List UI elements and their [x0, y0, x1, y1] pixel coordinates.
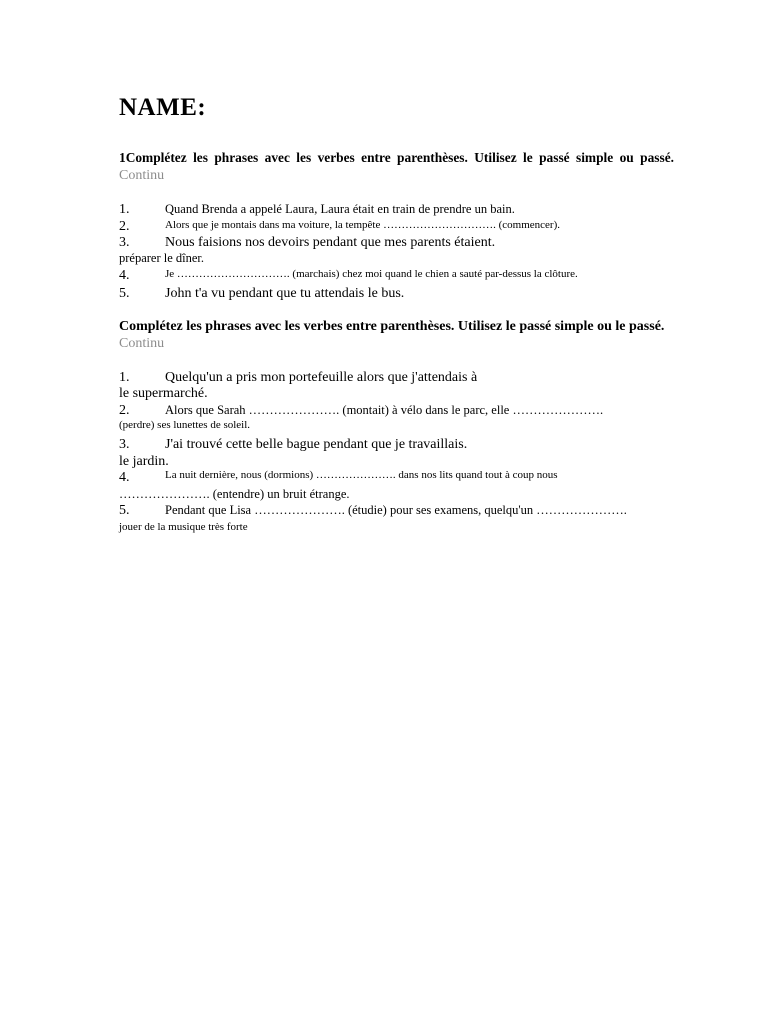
- s2-item1-continuation: le supermarché.: [119, 386, 208, 401]
- s1-item2-text: Alors que je montais dans ma voiture, la tempête …………………………. (commencer).: [165, 219, 560, 231]
- section1-continu-label: Continu: [119, 168, 165, 183]
- section2-continu-label: Continu: [119, 336, 165, 351]
- s1-item1-text: Quand Brenda a appelé Laura, Laura était en train de prendre un bain.: [165, 202, 515, 216]
- s2-item5-continuation: jouer de la musique très forte: [119, 521, 248, 533]
- s2-item4-number: 4.: [119, 470, 130, 485]
- s2-item5-number: 5.: [119, 503, 130, 518]
- section1-instruction: 1Complétez les phrases avec les verbes entre parenthèses. Utilisez le passé simple ou passé.: [119, 150, 674, 165]
- s2-item4-continuation: …………………. (entendre) un bruit étrange.: [119, 487, 350, 501]
- s1-item3-continuation: préparer le dîner.: [119, 251, 205, 265]
- s2-item3-number: 3.: [119, 437, 130, 452]
- s2-item4-text: La nuit dernière, nous (dormions) …………………. dans nos lits quand tout à coup nous: [165, 469, 558, 481]
- s1-item5-text: John t'a vu pendant que tu attendais le bus.: [165, 286, 405, 301]
- section2-instruction: Complétez les phrases avec les verbes entre parenthèses. Utilisez le passé simple ou le passé.: [119, 319, 665, 334]
- s2-item1-number: 1.: [119, 370, 130, 385]
- s2-item2-text: Alors que Sarah …………………. (montait) à vélo dans le parc, elle ………………….: [165, 403, 604, 417]
- s1-item3-number: 3.: [119, 235, 130, 250]
- s1-item2-number: 2.: [119, 219, 130, 234]
- s2-item3-text: J'ai trouvé cette belle bague pendant que je travaillais.: [165, 437, 468, 452]
- s1-item4-text: Je …………………………. (marchais) chez moi quand le chien a sauté par-dessus la clôture.: [165, 268, 578, 280]
- s1-item4-number: 4.: [119, 268, 130, 283]
- s1-item1-number: 1.: [119, 202, 130, 217]
- s1-item5-number: 5.: [119, 286, 130, 301]
- s2-item5-text: Pendant que Lisa …………………. (étudie) pour ses examens, quelqu'un ………………….: [165, 503, 627, 517]
- s2-item3-continuation: le jardin.: [119, 454, 169, 469]
- s1-item3-text: Nous faisions nos devoirs pendant que mes parents étaient.: [165, 235, 496, 250]
- s2-item2-continuation: (perdre) ses lunettes de soleil.: [119, 419, 251, 431]
- s2-item1-text: Quelqu'un a pris mon portefeuille alors que j'attendais à: [165, 370, 478, 385]
- name-heading: NAME:: [119, 94, 207, 121]
- s2-item2-number: 2.: [119, 403, 130, 418]
